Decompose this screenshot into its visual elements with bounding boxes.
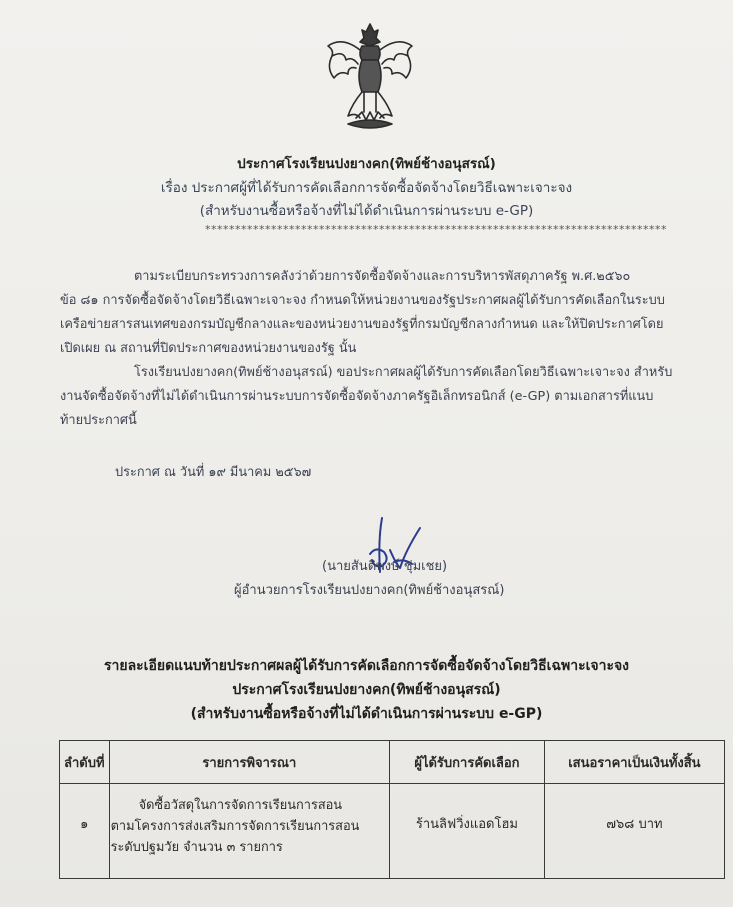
vendor-name: ร้านลิฟวิ่งแอดโฮม [415, 817, 518, 832]
attachment-title: รายละเอียดแนบท้ายประกาศผลผู้ได้รับการคัดเลือกการจัดซื้อจัดจ้างโดยวิธีเฉพาะเจาะจง [104, 658, 629, 674]
column-header-price: เสนอราคาเป็นเงินทั้งสิ้น [544, 741, 724, 784]
announcement-title: ประกาศโรงเรียนปงยางคก(ทิพย์ช้างอนุสรณ์) [237, 156, 496, 172]
body-line: ท้ายประกาศนี้ [60, 413, 137, 428]
body-line: โรงเรียนปงยางคก(ทิพย์ช้างอนุสรณ์) ขอประกาศผลผู้ได้รับการคัดเลือกโดยวิธีเฉพาะเจาะจง สำหรับ [134, 365, 673, 380]
handwritten-signature [330, 510, 440, 590]
item-description-line: ตามโครงการส่งเสริมการจัดการเรียนการสอน [110, 819, 360, 834]
announcement-subject: เรื่อง ประกาศผู้ที่ได้รับการคัดเลือกการจัดซื้อจัดจ้างโดยวิธีเฉพาะเจาะจง [160, 180, 573, 196]
attachment-school: ประกาศโรงเรียนปงยางคก(ทิพย์ช้างอนุสรณ์) [232, 682, 501, 698]
column-header-item: รายการพิจารณา [109, 741, 389, 784]
price-value: ๗๖๘ บาท [606, 817, 663, 832]
divider-stars: ***************************************************************************** [205, 223, 667, 236]
cell-price [544, 784, 724, 879]
body-line: เปิดเผย ณ สถานที่ปิดประกาศของหน่วยงานของรัฐ นั้น [60, 341, 357, 356]
body-line: ตามระเบียบกระทรวงการคลังว่าด้วยการจัดซื้อจัดจ้างและการบริหารพัสดุภาครัฐ พ.ศ.๒๕๖๐ [134, 269, 631, 284]
award-table [59, 740, 725, 879]
body-line: เครือข่ายสารสนเทศของกรมบัญชีกลางและของหน่วยงานของรัฐที่กรมบัญชีกลางกำหนด และให้ปิดประกาศโดย [60, 317, 664, 332]
table-row [60, 784, 725, 879]
order-number: ๑ [80, 817, 89, 832]
announcement-date: ประกาศ ณ วันที่ ๑๙ มีนาคม ๒๕๖๗ [115, 465, 312, 480]
cell-item [109, 784, 389, 879]
item-description-line: ระดับปฐมวัย จำนวน ๓ รายการ [110, 840, 283, 855]
cell-order [60, 784, 110, 879]
announcement-note: (สำหรับงานซื้อหรือจ้างที่ไม่ได้ดำเนินการผ่านระบบ e-GP) [199, 203, 534, 219]
cell-vendor [390, 784, 545, 879]
column-header-vendor: ผู้ได้รับการคัดเลือก [390, 741, 545, 784]
item-description-line: จัดซื้อวัสดุในการจัดการเรียนการสอน [138, 798, 343, 813]
table-header-row [60, 741, 725, 784]
body-line: ข้อ ๘๑ การจัดซื้อจัดจ้างโดยวิธีเฉพาะเจาะจง กำหนดให้หน่วยงานของรัฐประกาศผลผู้ได้รับการคัดเลือกในระบบ [60, 293, 665, 308]
column-header-order: ลำดับที่ [60, 741, 110, 784]
garuda-emblem-icon [318, 20, 422, 138]
signatory-position: ผู้อำนวยการโรงเรียนปงยางคก(ทิพย์ช้างอนุสรณ์) [234, 583, 505, 598]
attachment-note: (สำหรับงานซื้อหรือจ้างที่ไม่ได้ดำเนินการผ่านระบบ e-GP) [190, 706, 543, 722]
body-line: งานจัดซื้อจัดจ้างที่ไม่ได้ดำเนินการผ่านระบบการจัดซื้อจัดจ้างภาครัฐอิเล็กทรอนิกส์ (e-GP) ตามเอกสารที่แนบ [60, 389, 654, 404]
signatory-name: (นายสันติพงษ์ ชุ่มเชย) [322, 559, 448, 574]
